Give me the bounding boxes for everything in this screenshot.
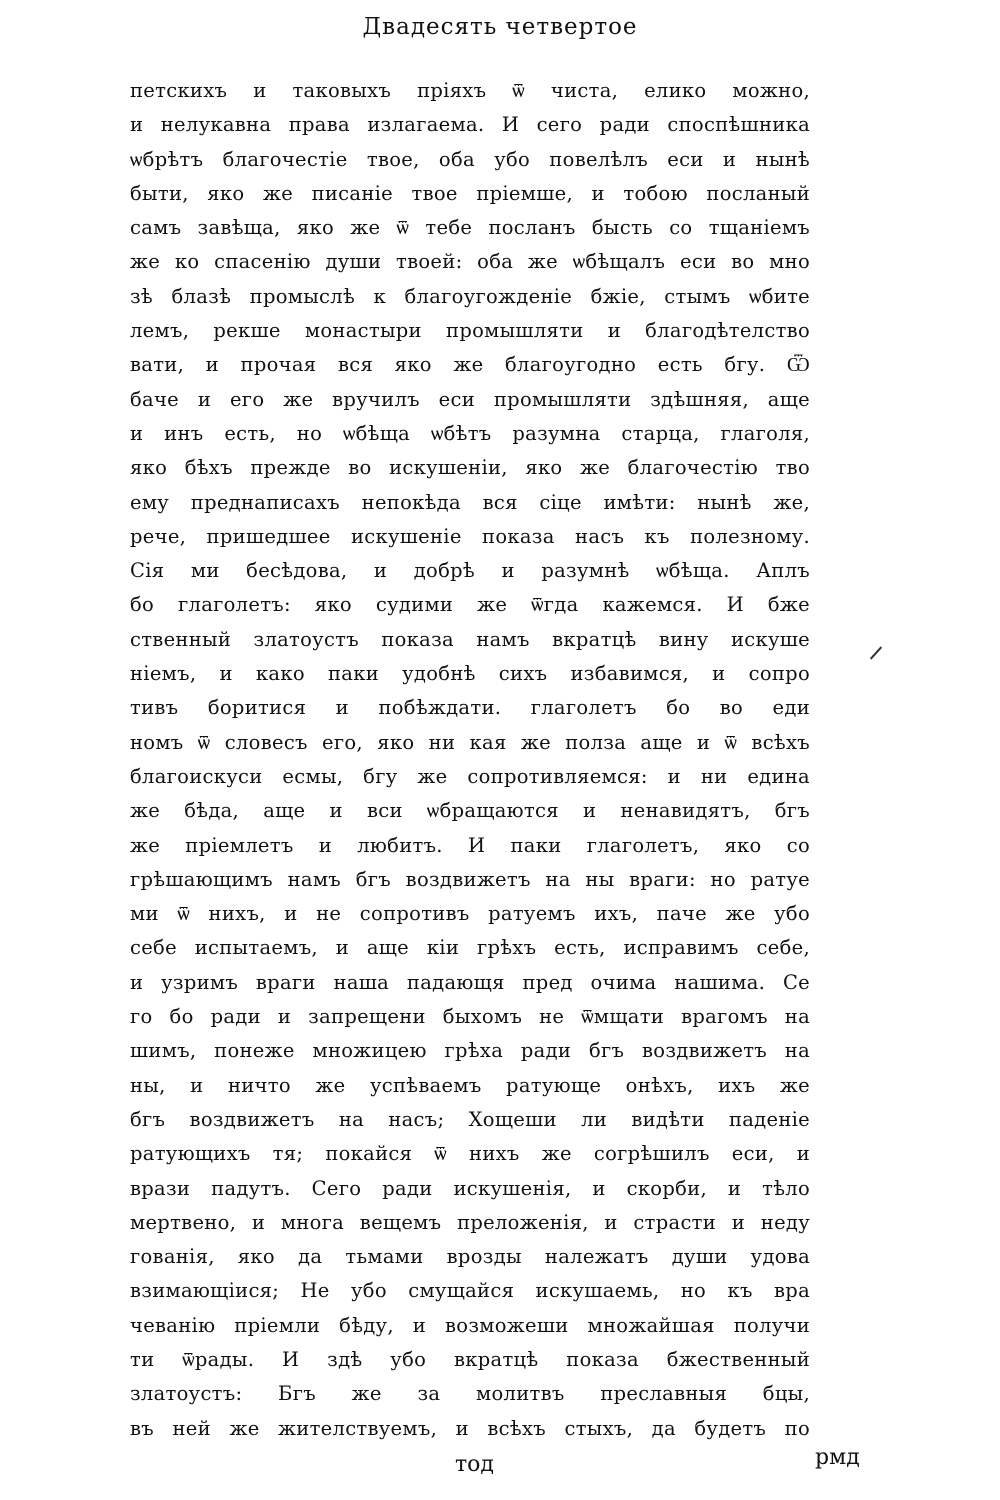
text-line: бо глаголетъ: яко судими же ѿгда кажемся. И бже bbox=[130, 593, 810, 617]
text-line: же бѣда, аще и вси ѡбращаются и ненавидятъ, бгъ bbox=[130, 799, 810, 823]
text-line: благоискуси есмы, бгу же сопротивляемся: и ни едина bbox=[130, 764, 810, 788]
text-line: чеванiю прiемли бѣду, и возможеши множайшая получи bbox=[130, 1313, 810, 1337]
text-line: въ ней же жителствуемъ, и всѣхъ стыхъ, да будетъ по bbox=[130, 1416, 810, 1440]
text-line: и нелукавна права излагаема. И сего ради споспѣшника bbox=[130, 113, 810, 137]
running-head: Двадесять четвертое bbox=[362, 14, 638, 40]
text-line: гованiя, яко да тьмами врозды належатъ души удова bbox=[130, 1245, 810, 1269]
text-line: и узримъ враги наша падающя пред очима нашима. Се bbox=[130, 970, 810, 994]
text-line: грѣшающимъ намъ бгъ воздвижетъ на ны враги: но ратуе bbox=[130, 867, 810, 891]
text-line: шимъ, понеже множицею грѣха ради бгъ воздвижетъ на bbox=[130, 1039, 810, 1063]
text-line: себе испытаемъ, и аще кiи грѣхъ есть, исправимъ себе, bbox=[130, 936, 810, 960]
text-line: го бо ради и запрещени быхомъ не ѿмщати врагомъ на bbox=[130, 1005, 810, 1029]
text-line: ны, и ничто же успѣваемъ ратующе онѣхъ, ихъ же bbox=[130, 1073, 810, 1097]
text-line: ратующихъ тя; покайся ѿ нихъ же согрѣшилъ еси, и bbox=[130, 1142, 810, 1166]
text-line: рече, пришедшее искушенiе показа насъ къ полезному. bbox=[130, 524, 810, 548]
text-line: врази падутъ. Сего ради искушенiя, и скорби, и тѣло bbox=[130, 1176, 810, 1200]
ink-mark bbox=[870, 646, 882, 659]
body-text bbox=[130, 74, 810, 1446]
text-line: номъ ѿ словесъ его, яко ни кая же полза аще и ѿ всѣхъ bbox=[130, 730, 810, 754]
text-line: Сiя ми бесѣдова, и добрѣ и разумнѣ ѡбѣща. Аплъ bbox=[130, 559, 810, 583]
text-line: петскихъ и таковыхъ прiяхъ ѿ чиста, елико можно, bbox=[130, 79, 810, 102]
text-line: ственный златоустъ показа намъ вкратцѣ вину искуше bbox=[130, 627, 810, 651]
text-line: зѣ блазѣ промыслѣ к благоугожденiе бжiе, стымъ ѡбите bbox=[130, 284, 810, 308]
text-line: тивъ боритися и побѣждати. глаголетъ бо во еди bbox=[130, 696, 810, 720]
text-line: ему преднаписахъ непокѣда вся сiце имѣти: нынѣ же, bbox=[130, 490, 810, 514]
text-line: быти, яко же писанiе твое прiемше, и тобою посланый bbox=[130, 181, 810, 205]
text-line: же прiемлетъ и любитъ. И паки глаголетъ, яко со bbox=[130, 833, 810, 857]
text-line: и инъ есть, но ѡбѣща ѡбѣтъ разумна старца, глаголя, bbox=[130, 421, 810, 445]
text-line: яко бѣхъ прежде во искушенiи, яко же благочестiю тво bbox=[130, 456, 810, 480]
text-line: бгъ воздвижетъ на насъ; Хощеши ли видѣти паденiе bbox=[130, 1107, 810, 1131]
text-line: ѡбрѣтъ благочестiе твое, оба убо повелѣлъ еси и нынѣ bbox=[130, 147, 810, 171]
text-line: вати, и прочая вся яко же благоугодно есть бгу. Ѿ bbox=[130, 353, 810, 377]
text-line: баче и его же вручилъ еси промышляти здѣшняя, аще bbox=[130, 387, 810, 411]
text-line: лемъ, рекше монастыри промышляти и благодѣтелство bbox=[130, 319, 810, 343]
text-line: самъ завѣща, яко же ѿ тебе посланъ бысть со тщанiемъ bbox=[130, 216, 810, 240]
text-line: ми ѿ нихъ, и не сопротивъ ратуемъ ихъ, паче же убо bbox=[130, 902, 810, 926]
text-line: златоустъ: Бгъ же за молитвъ преславныя бцы, bbox=[130, 1382, 810, 1406]
text-line: нiемъ, и како паки удобнѣ сихъ избавимся, и сопро bbox=[130, 662, 810, 686]
text-line: ти ѿрады. И здѣ убо вкратцѣ показа бжественный bbox=[130, 1347, 810, 1371]
signature-mark: тод bbox=[455, 1452, 494, 1477]
text-line: взимающiися; Не убо смущайся искушаемь, но къ вра bbox=[130, 1279, 810, 1303]
text-line: мертвено, и многа вещемъ преложенiя, и страсти и неду bbox=[130, 1210, 810, 1234]
text-line: же ко спасенiю души твоей: оба же ѡбѣщалъ еси во мно bbox=[130, 250, 810, 274]
folio-number: рмд bbox=[815, 1445, 860, 1470]
